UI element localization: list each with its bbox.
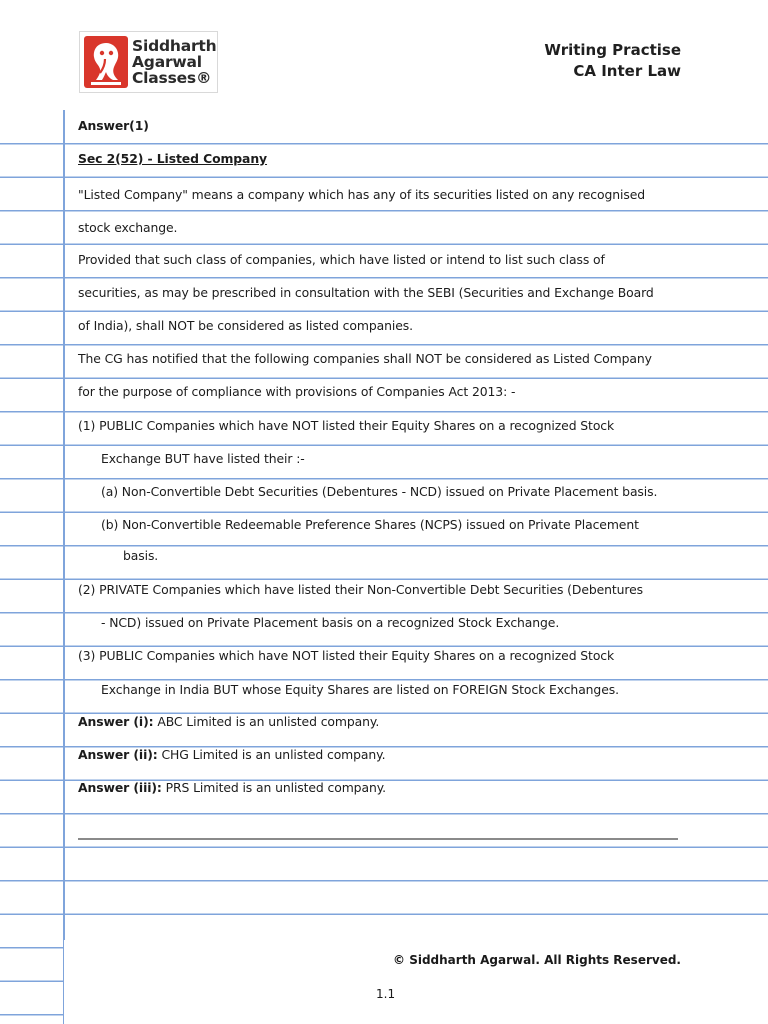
answer-text: ABC Limited is an unlisted company.	[157, 714, 380, 729]
title-line-1: Writing Practise	[544, 41, 681, 59]
section-heading: Sec 2(52) - Listed Company	[78, 151, 268, 166]
margin-line	[63, 110, 65, 1024]
answer-label: Answer (ii):	[78, 747, 158, 762]
list-item: (2) PRIVATE Companies which have listed their Non-Convertible Debt Securities (Debentures	[78, 582, 644, 597]
body-line: for the purpose of compliance with provisions of Companies Act 2013: -	[78, 384, 516, 399]
sub-list-item: (a) Non-Convertible Debt Securities (Debentures - NCD) issued on Private Placement basis.	[101, 484, 658, 499]
body-line: Provided that such class of companies, which have listed or intend to list such class of	[78, 252, 605, 267]
answer-label: Answer (iii):	[78, 780, 162, 795]
brand-logo	[79, 31, 218, 93]
list-item: (3) PUBLIC Companies which have NOT listed their Equity Shares on a recognized Stock	[78, 648, 615, 663]
copyright-notice: © Siddharth Agarwal. All Rights Reserved.	[393, 953, 681, 967]
list-item-continuation: - NCD) issued on Private Placement basis on a recognized Stock Exchange.	[101, 615, 560, 630]
answer-heading: Answer(1)	[78, 118, 149, 133]
sub-list-item: (b) Non-Convertible Redeemable Preference Shares (NCPS) issued on Private Placement	[101, 517, 639, 532]
body-line: stock exchange.	[78, 220, 178, 235]
answer-line	[78, 714, 379, 729]
body-line: The CG has notified that the following companies shall NOT be considered as Listed Company	[78, 351, 652, 366]
answer-text: CHG Limited is an unlisted company.	[161, 747, 386, 762]
answer-line	[78, 780, 386, 795]
title-line-2: CA Inter Law	[573, 62, 681, 80]
answer-text: PRS Limited is an unlisted company.	[165, 780, 386, 795]
list-item: (1) PUBLIC Companies which have NOT listed their Equity Shares on a recognized Stock	[78, 418, 615, 433]
answer-line	[78, 747, 385, 762]
list-item-continuation: Exchange in India BUT whose Equity Shares are listed on FOREIGN Stock Exchanges.	[101, 682, 619, 697]
body-line: securities, as may be prescribed in consultation with the SEBI (Securities and Exchange Board	[78, 285, 654, 300]
answer-label: Answer (i):	[78, 714, 154, 729]
document-title	[544, 40, 681, 82]
logo-line-1: Siddharth	[132, 37, 217, 55]
body-line: "Listed Company" means a company which has any of its securities listed on any recognised	[78, 187, 646, 202]
end-divider	[78, 838, 678, 840]
list-item-continuation: Exchange BUT have listed their :-	[101, 451, 305, 466]
logo-wordmark	[132, 38, 216, 86]
logo-line-3: Classes®	[132, 69, 212, 87]
sub-list-item-continuation: basis.	[123, 548, 159, 563]
logo-line-2: Agarwal	[132, 53, 202, 71]
page-number: 1.1	[376, 987, 396, 1001]
body-line: of India), shall NOT be considered as listed companies.	[78, 318, 413, 333]
ganesha-logo-icon	[83, 35, 129, 89]
